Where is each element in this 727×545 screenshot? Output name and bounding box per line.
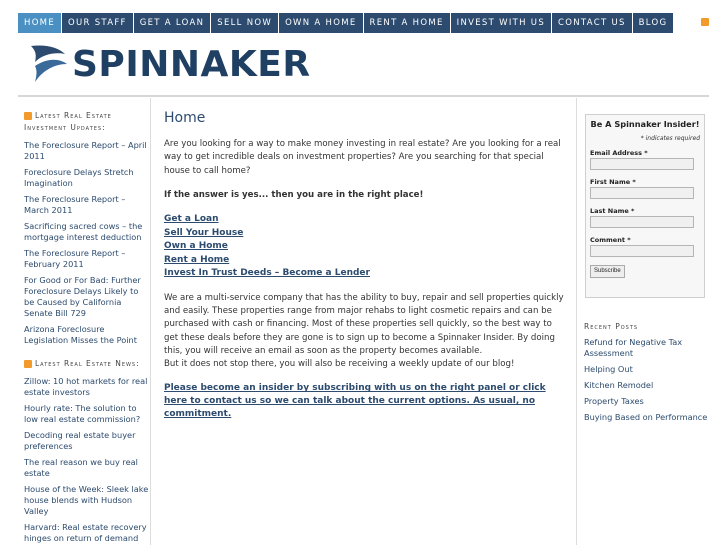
first-name-label: First Name * bbox=[590, 178, 636, 186]
nav-contact-us[interactable]: CONTACT US bbox=[552, 13, 632, 33]
list-item[interactable]: Kitchen Remodel bbox=[584, 380, 654, 390]
nav-own-a-home[interactable]: OWN A HOME bbox=[279, 13, 362, 33]
email-label: Email Address * bbox=[590, 149, 648, 157]
email-field[interactable] bbox=[590, 158, 694, 170]
rss-icon[interactable] bbox=[24, 360, 32, 368]
invest-trust-deeds-link[interactable]: Invest In Trust Deeds – Become a Lender bbox=[164, 268, 370, 279]
intro-text: Are you looking for a way to make money investing in real estate? Are you looking for a real way to get incredible deals on investment properties? Are you searching for that special house to call home? bbox=[164, 139, 561, 176]
form-title: Be A Spinnaker Insider! bbox=[590, 119, 700, 129]
list-item[interactable]: Buying Based on Performance bbox=[584, 412, 708, 422]
sell-your-house-link[interactable]: Sell Your House bbox=[164, 227, 244, 238]
nav-rent-a-home[interactable]: RENT A HOME bbox=[364, 13, 450, 33]
recent-posts-heading: Recent Posts bbox=[584, 322, 639, 331]
news-heading: Latest Real Estate News: bbox=[24, 358, 150, 370]
rss-feed-icon[interactable] bbox=[701, 18, 709, 26]
list-item[interactable]: Harvard: Real estate recovery hinges on return of demand bbox=[24, 522, 147, 543]
updates-heading: Latest Real Estate Investment Updates: bbox=[24, 111, 112, 132]
nav-get-a-loan[interactable]: GET A LOAN bbox=[134, 13, 211, 33]
body-text: We are a multi-service company that has the ability to buy, repair and sell properties quickly and easily. These properties range from major rehabs to light cosmetic repairs and can be purchased with cash or financing. Most of these properties sell quickly, so the best way to get these deals before they are gone is to sign up to become a Spinnaker Insider. By doing this, you will receive an email as soon as the property becomes available. But it does not stop there, you will also be receiving a weekly update of our blog! bbox=[164, 292, 564, 370]
logo-text[interactable]: SPINNAKER bbox=[72, 44, 311, 85]
last-name-field[interactable] bbox=[590, 216, 694, 228]
nav-invest-with-us[interactable]: INVEST WITH US bbox=[451, 13, 551, 33]
insider-signup-form bbox=[585, 114, 705, 298]
first-name-field[interactable] bbox=[590, 187, 694, 199]
list-item[interactable]: Property Taxes bbox=[584, 396, 644, 406]
news-list bbox=[18, 376, 150, 544]
list-item[interactable]: Hourly rate: The solution to low real estate commission? bbox=[24, 403, 141, 424]
list-item[interactable]: Decoding real estate buyer preferences bbox=[24, 430, 136, 451]
service-links bbox=[164, 213, 566, 281]
rss-icon[interactable] bbox=[24, 112, 32, 120]
list-item[interactable]: The real reason we buy real estate bbox=[24, 457, 138, 478]
main-nav bbox=[18, 13, 674, 33]
left-sidebar bbox=[18, 98, 151, 545]
nav-blog[interactable]: BLOG bbox=[633, 13, 674, 33]
list-item[interactable]: The Foreclosure Report – April 2011 bbox=[24, 140, 147, 161]
list-item[interactable]: Refund for Negative Tax Assessment bbox=[584, 337, 683, 358]
become-insider-link[interactable]: Please become an insider by subscribing with us on the right panel or click here to contact us so we can talk about the current options. As usual, no commitment. bbox=[164, 383, 546, 420]
get-a-loan-link[interactable]: Get a Loan bbox=[164, 214, 219, 225]
nav-our-staff[interactable]: OUR STAFF bbox=[62, 13, 133, 33]
list-item[interactable]: Helping Out bbox=[584, 364, 633, 374]
own-a-home-link[interactable]: Own a Home bbox=[164, 241, 228, 252]
subscribe-button[interactable]: Subscribe bbox=[590, 265, 625, 278]
rent-a-home-link[interactable]: Rent a Home bbox=[164, 254, 230, 265]
list-item[interactable]: The Foreclosure Report – February 2011 bbox=[24, 248, 126, 269]
recent-posts-list bbox=[584, 337, 708, 428]
last-name-label: Last Name * bbox=[590, 207, 635, 215]
list-item[interactable]: Sacrificing sacred cows – the mortgage interest deduction bbox=[24, 221, 143, 242]
nav-sell-now[interactable]: SELL NOW bbox=[211, 13, 278, 33]
comment-field[interactable] bbox=[590, 245, 694, 257]
list-item[interactable]: Arizona Foreclosure Legislation Misses the Point bbox=[24, 324, 137, 345]
main-content bbox=[164, 110, 566, 421]
comment-label: Comment * bbox=[590, 236, 631, 244]
question-text: If the answer is yes... then you are in the right place! bbox=[164, 189, 424, 200]
header-divider bbox=[18, 95, 709, 97]
page-title: Home bbox=[164, 110, 206, 126]
list-item[interactable]: For Good or For Bad: Further Foreclosure Delays Likely to be Caused by California Senate Bill 729 bbox=[24, 275, 141, 318]
list-item[interactable]: Foreclosure Delays Stretch Imagination bbox=[24, 167, 134, 188]
required-note: * indicates required bbox=[640, 135, 700, 142]
list-item[interactable]: The Foreclosure Report – March 2011 bbox=[24, 194, 126, 215]
right-sidebar bbox=[576, 98, 710, 545]
updates-list bbox=[18, 140, 150, 346]
list-item[interactable]: House of the Week: Sleek lake house blends with Hudson Valley bbox=[24, 484, 149, 516]
nav-home[interactable]: HOME bbox=[18, 13, 61, 33]
list-item[interactable]: Zillow: 10 hot markets for real estate investors bbox=[24, 376, 148, 397]
